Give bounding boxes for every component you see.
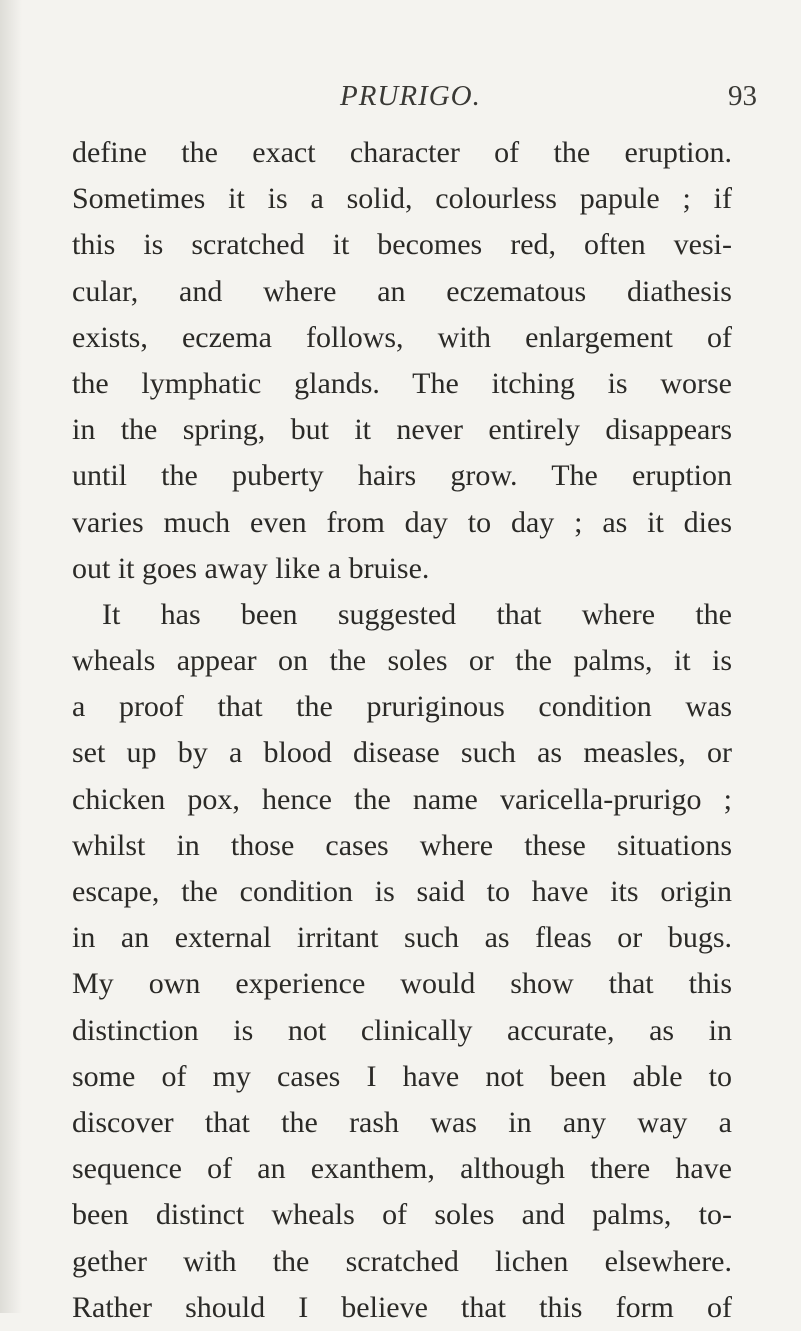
text-line: sequence of an exanthem, although there have xyxy=(72,1152,732,1186)
text-line: in an external irritant such as fleas or bugs. xyxy=(72,921,732,955)
text-line: cular, and where an eczematous diathesis xyxy=(72,274,732,308)
text-line: varies much even from day to day ; as it dies xyxy=(72,505,732,539)
text-line: in the spring, but it never entirely disappears xyxy=(72,413,732,447)
body-text xyxy=(72,130,732,1331)
text-line: set up by a blood disease such as measles, or xyxy=(72,736,732,770)
text-line: gether with the scratched lichen elsewhere. xyxy=(72,1244,732,1278)
text-line: chicken pox, hence the name varicella-prurigo ; xyxy=(72,782,732,816)
running-title: PRURIGO. xyxy=(340,80,481,112)
text-line: until the puberty hairs grow. The eruption xyxy=(72,459,732,493)
text-line: this is scratched it becomes red, often vesi- xyxy=(72,228,732,262)
text-line: discover that the rash was in any way a xyxy=(72,1105,732,1139)
page-header xyxy=(0,80,801,120)
text-line: wheals appear on the soles or the palms, it is xyxy=(72,644,732,678)
text-line: whilst in those cases where these situations xyxy=(72,828,732,862)
text-line: My own experience would show that this xyxy=(72,967,732,1001)
text-line: Rather should I believe that this form of xyxy=(72,1290,732,1324)
text-line: Sometimes it is a solid, colourless papule ; if xyxy=(72,182,732,216)
page-edge-shadow xyxy=(0,0,22,1313)
text-line: the lymphatic glands. The itching is worse xyxy=(72,366,732,400)
text-line: escape, the condition is said to have its origin xyxy=(72,875,732,908)
text-line: exists, eczema follows, with enlargement of xyxy=(72,320,732,354)
text-line: a proof that the pruriginous condition was xyxy=(72,690,732,724)
text-line-paragraph-start: It has been suggested that where the xyxy=(102,597,732,631)
text-line: been distinct wheals of soles and palms, to- xyxy=(72,1198,732,1232)
text-line: some of my cases I have not been able to xyxy=(72,1059,732,1093)
text-line: out it goes away like a bruise. xyxy=(72,551,430,585)
text-line: define the exact character of the eruption. xyxy=(72,136,732,169)
text-line: distinction is not clinically accurate, as in xyxy=(72,1013,732,1047)
page-number: 93 xyxy=(728,80,757,112)
